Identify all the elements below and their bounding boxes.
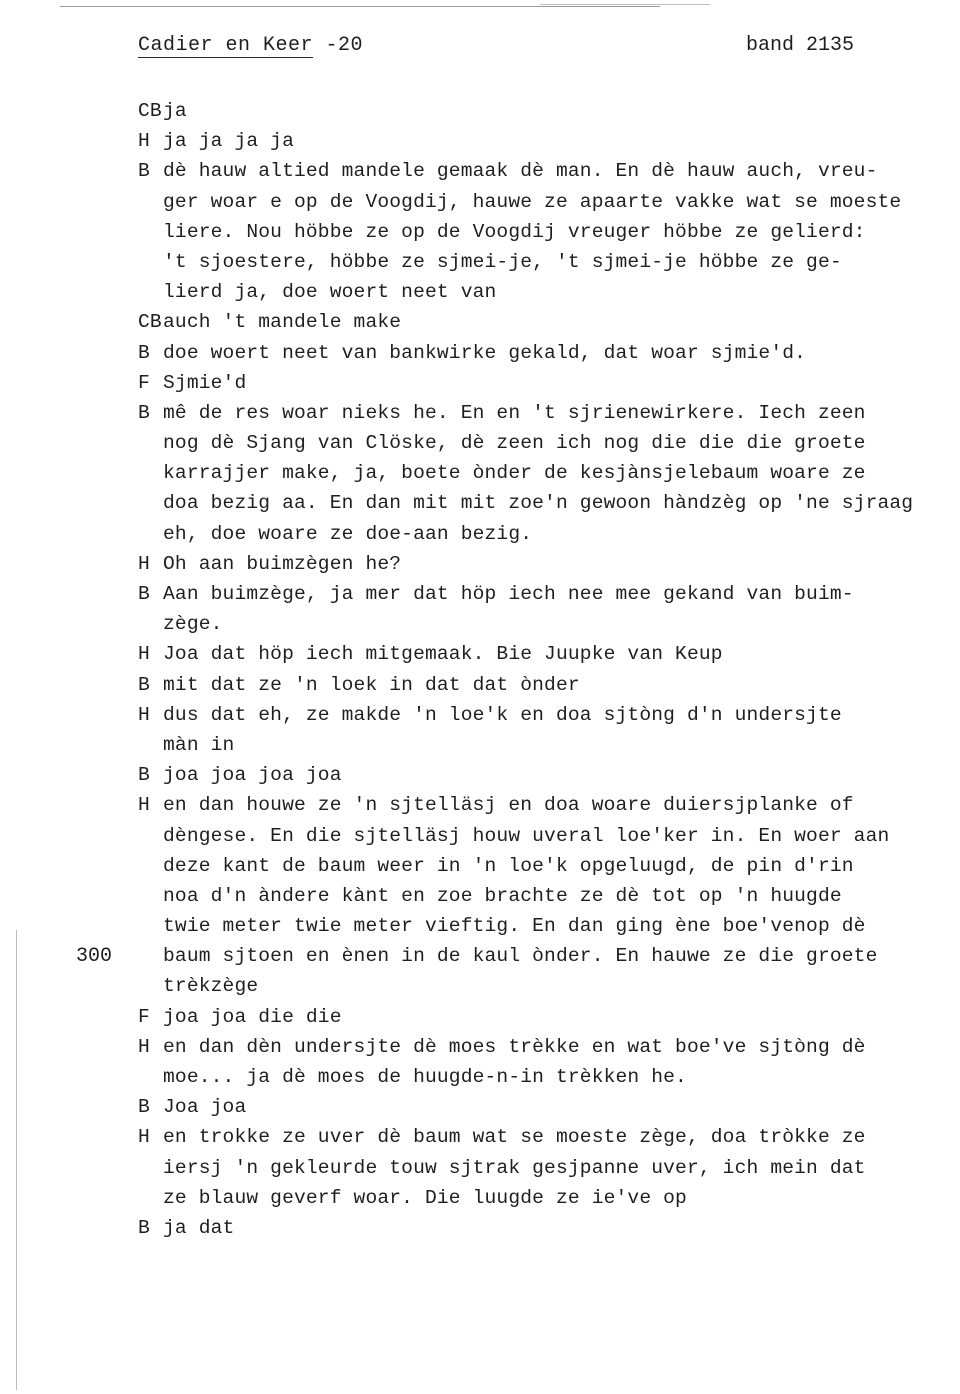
utterance-text: màn in xyxy=(163,733,235,756)
utterance-text: baum sjtoen en ènen in de kaul ònder. En hauwe ze die groete xyxy=(163,945,878,968)
continuation-line xyxy=(138,519,950,549)
utterance-text: noa d'n àndere kànt en zoe brachte ze dè tot op 'n huugde xyxy=(163,884,842,907)
speaker-label: F xyxy=(138,1005,150,1028)
utterance-text: joa joa die die xyxy=(163,1005,342,1028)
speaker-turn-line xyxy=(138,639,950,669)
continuation-line xyxy=(138,1153,950,1183)
utterance-text: deze kant de baum weer in 'n loe'k opgeluugd, de pin d'rin xyxy=(163,854,854,877)
speaker-turn-line xyxy=(138,549,950,579)
speaker-turn-line xyxy=(138,1092,950,1122)
speaker-turn-line xyxy=(138,700,950,730)
speaker-label: CB xyxy=(138,100,162,122)
utterance-text: mê de res woar nieks he. En en 't sjrienewirkere. Iech zeen xyxy=(163,401,866,424)
speaker-turn-line xyxy=(138,1002,950,1032)
speaker-turn-line xyxy=(138,579,950,609)
top-edge-rule xyxy=(60,6,660,7)
continuation-line xyxy=(138,187,950,217)
utterance-text: trèkzège xyxy=(163,975,259,998)
speaker-turn-line xyxy=(138,156,950,186)
left-margin-line xyxy=(16,930,17,1390)
margin-line-number: 300 xyxy=(76,945,113,968)
utterance-text: ja ja ja ja xyxy=(163,130,294,153)
utterance-text: en trokke ze uver dè baum wat se moeste zège, doa tròkke ze xyxy=(163,1126,866,1149)
speaker-label: B xyxy=(138,1096,150,1119)
continuation-line xyxy=(138,609,950,639)
page-number: -20 xyxy=(325,34,364,57)
speaker-turn-line xyxy=(138,96,950,126)
utterance-text: ger woar e op de Voogdij, hauwe ze apaarte vakke wat se moeste xyxy=(163,190,902,213)
speaker-label: B xyxy=(138,341,150,364)
utterance-text: karrajjer make, ja, boete ònder de kesjànsjelebaum woare ze xyxy=(163,462,866,485)
continuation-line xyxy=(138,458,950,488)
speaker-label: B xyxy=(138,764,150,787)
utterance-text: liere. Nou höbbe ze op de Voogdij vreuger höbbe ze gelierd: xyxy=(163,220,866,243)
continuation-line xyxy=(138,277,950,307)
utterance-text: dè hauw altied mandele gemaak dè man. En dè hauw auch, vreu- xyxy=(163,160,878,183)
speaker-turn-line xyxy=(138,760,950,790)
utterance-text: iersj 'n gekleurde touw sjtrak gesjpanne uver, ich mein dat xyxy=(163,1156,866,1179)
utterance-text: eh, doe woare ze doe-aan bezig. xyxy=(163,522,533,545)
speaker-turn-line xyxy=(138,307,950,337)
utterance-text: doa bezig aa. En dan mit mit zoe'n gewoon hàndzèg op 'ne sjraag xyxy=(163,492,914,515)
utterance-text: nog dè Sjang van Clöske, dè zeen ich nog die die die groete xyxy=(163,432,866,455)
speaker-label: B xyxy=(138,583,150,605)
speaker-turn-line xyxy=(138,398,950,428)
utterance-text: dèngese. En die sjtelläsj houw uveral loe'ker in. En woer aan xyxy=(163,824,890,847)
speaker-label: H xyxy=(138,703,150,726)
utterance-text: Sjmie'd xyxy=(163,371,247,394)
speaker-label: B xyxy=(138,673,150,696)
band-number: band 2135 xyxy=(746,34,855,57)
utterance-text: auch 't mandele make xyxy=(163,311,402,334)
utterance-text: twie meter twie meter vieftig. En dan ging ène boe'venop dè xyxy=(163,915,866,938)
utterance-text: ze blauw geverf woar. Die luugde ze ie've op xyxy=(163,1186,687,1209)
transcript-body xyxy=(138,96,950,1243)
document-title: Cadier en Keer xyxy=(138,34,314,57)
utterance-text: doe woert neet van bankwirke gekald, dat woar sjmie'd. xyxy=(163,341,807,364)
utterance-text: Aan buimzège, ja mer dat höp iech nee mee gekand van buim- xyxy=(163,583,854,605)
speaker-label: F xyxy=(138,371,150,394)
utterance-text: Oh aan buimzègen he? xyxy=(163,552,402,575)
utterance-text: en dan houwe ze 'n sjtelläsj en doa woare duiersjplanke of xyxy=(163,794,854,817)
continuation-line xyxy=(138,971,950,1001)
continuation-line xyxy=(138,1062,950,1092)
speaker-turn-line xyxy=(138,1122,950,1152)
speaker-label: B xyxy=(138,401,150,424)
speaker-label: H xyxy=(138,130,150,153)
speaker-turn-line xyxy=(138,1213,950,1243)
continuation-line xyxy=(138,488,950,518)
continuation-line xyxy=(138,1183,950,1213)
utterance-text: ja xyxy=(163,100,187,122)
continuation-line xyxy=(138,851,950,881)
utterance-text: joa joa joa joa xyxy=(163,764,342,787)
continuation-line xyxy=(138,730,950,760)
continuation-line xyxy=(138,911,950,941)
speaker-turn-line xyxy=(138,338,950,368)
utterance-text: ja dat xyxy=(163,1216,235,1239)
speaker-label: CB xyxy=(138,311,162,334)
speaker-label: H xyxy=(138,643,150,666)
speaker-label: H xyxy=(138,1035,150,1058)
utterance-text: Joa dat höp iech mitgemaak. Bie Juupke van Keup xyxy=(163,643,723,666)
utterance-text: 't sjoestere, höbbe ze sjmei-je, 't sjmei-je höbbe ze ge- xyxy=(163,250,842,273)
speaker-turn-line xyxy=(138,368,950,398)
speaker-turn-line xyxy=(138,126,950,156)
top-edge-rule-faint xyxy=(540,4,710,5)
utterance-text: Joa joa xyxy=(163,1096,247,1119)
utterance-text: dus dat eh, ze makde 'n loe'k en doa sjtòng d'n undersjte xyxy=(163,703,842,726)
continuation-line xyxy=(138,821,950,851)
utterance-text: zège. xyxy=(163,613,223,636)
continuation-line xyxy=(138,428,950,458)
continuation-line xyxy=(138,247,950,277)
page-header-left xyxy=(138,34,363,57)
utterance-text: lierd ja, doe woert neet van xyxy=(163,281,497,304)
utterance-text: moe... ja dè moes de huugde-n-in trèkken he. xyxy=(163,1066,687,1088)
speaker-label: B xyxy=(138,1216,150,1239)
continuation-line xyxy=(138,941,950,971)
continuation-line xyxy=(138,881,950,911)
utterance-text: en dan dèn undersjte dè moes trèkke en wat boe've sjtòng dè xyxy=(163,1035,866,1058)
speaker-turn-line xyxy=(138,670,950,700)
speaker-turn-line xyxy=(138,1032,950,1062)
speaker-label: H xyxy=(138,552,150,575)
speaker-label: B xyxy=(138,160,150,183)
speaker-label: H xyxy=(138,1126,150,1149)
continuation-line xyxy=(138,217,950,247)
speaker-turn-line xyxy=(138,790,950,820)
speaker-label: H xyxy=(138,794,150,817)
utterance-text: mit dat ze 'n loek in dat dat ònder xyxy=(163,673,580,696)
